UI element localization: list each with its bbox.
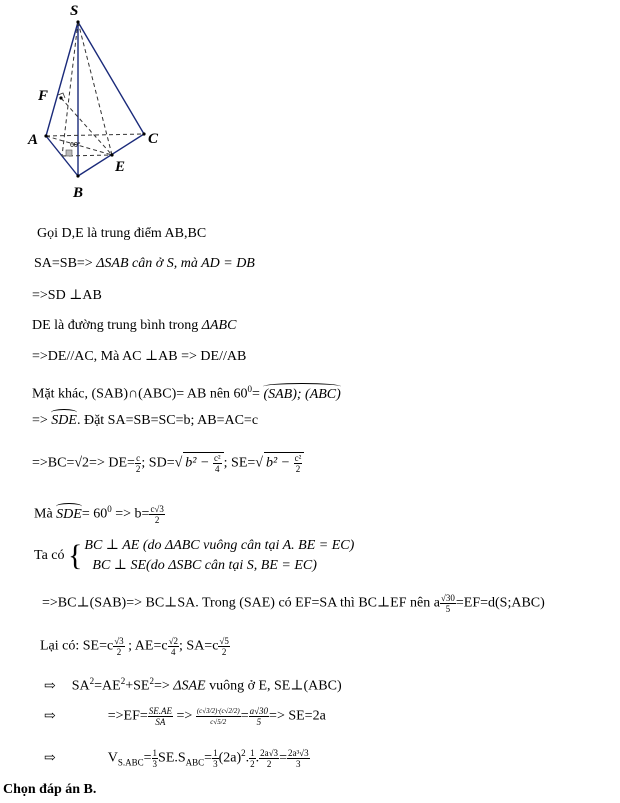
line-9 — [34, 500, 165, 525]
line-11-a: =>BC⊥(SAB)=> BC⊥SA. Trong (SAE) có EF=SA thì BC⊥EF nên a — [42, 595, 440, 611]
line-13-d: => — [153, 678, 174, 694]
line-15-c: SE.S — [158, 750, 186, 766]
line-13-a: SA — [71, 678, 90, 694]
line-14-d: => SE=2a — [269, 708, 326, 724]
line-14-a: =>EF= — [107, 708, 148, 724]
frac-a-sqrt30-5: $\frac{a√30}{5}$ — [249, 706, 269, 727]
line-9-sup: 0 — [107, 504, 112, 514]
line-8-b: ; SD= — [141, 455, 175, 471]
line-14-b: => — [173, 708, 196, 724]
line-15-h: = — [279, 750, 287, 766]
frac-ef: $\frac{SE.AE}{SA}$ — [148, 706, 173, 727]
sqrt-sd: b² − $\frac{\text{c²}}{4}$ — [183, 452, 223, 474]
arrow-icon-2: ⇨ — [44, 708, 56, 724]
label-e: E — [115, 159, 126, 175]
frac-1-2: $\frac{1}{2}$ — [250, 747, 255, 769]
system — [84, 536, 354, 576]
frac-2a-sqrt3-2: $\frac{2a√3}{2}$ — [260, 747, 279, 769]
line-13-e: ΔSAE — [173, 678, 206, 694]
line-11 — [42, 593, 545, 614]
sup-2-c: 2 — [149, 676, 154, 686]
line-15-a: V — [107, 750, 118, 766]
line-4-b: ΔABC — [201, 318, 237, 333]
line-13-f: vuông ở E, SE⊥(ABC) — [205, 678, 342, 694]
frac-ef-values: $\frac{(c√3/2)\cdot(c√2/2)}{c√5/2}$ — [196, 707, 240, 726]
label-b: B — [73, 185, 84, 201]
line-9-d: => b= — [111, 506, 150, 522]
frac-sa: $\frac{√5}{2}$ — [219, 636, 229, 657]
system-brace: { — [68, 539, 83, 572]
line-15-sub2: ABC — [185, 757, 205, 768]
pyramid-figure — [0, 0, 200, 205]
line-15 — [44, 744, 310, 771]
line-9-c: = 60 — [81, 506, 108, 522]
line-12 — [40, 636, 230, 657]
sup-2-b: 2 — [120, 676, 126, 686]
line-8-c: ; SE= — [223, 455, 256, 471]
sqrt-symbol-2: √ — [255, 455, 263, 471]
angle-between-planes: (SAB); (ABC) — [263, 386, 341, 402]
system-eq-2: BC ⊥ SE(do ΔSBC cân tại S, BE = EC) — [92, 558, 317, 573]
line-7-a: => — [32, 413, 52, 428]
frac-1-3-b: $\frac{1}{3}$ — [213, 747, 218, 769]
frac-sqrt30-5: $\frac{√30}{5}$ — [440, 593, 455, 614]
line-15-g: . — [255, 750, 260, 766]
line-13-c: +SE — [125, 678, 150, 694]
angle-label: 60° — [70, 142, 81, 149]
line-6 — [32, 380, 341, 404]
line-15-e: (2a) — [218, 750, 242, 766]
line-6-b: = — [252, 386, 264, 402]
line-13 — [44, 672, 342, 696]
line-12-b: ; AE=c — [124, 638, 168, 654]
label-s: S — [70, 3, 79, 19]
line-14-c: = — [240, 708, 249, 724]
line-8-a: =>BC=√2=> DE= — [32, 455, 135, 471]
line-6-a: Mặt khác, (SAB)∩(ABC)= AB nên 60 — [32, 386, 248, 402]
label-a: A — [28, 132, 39, 148]
line-4-a: DE là đường trung bình trong — [32, 318, 202, 333]
arrow-icon-3: ⇨ — [44, 750, 56, 766]
system-eq-1: BC ⊥ AE (do ΔABC vuông cân tại A. BE = EC) — [84, 538, 355, 553]
frac-c-sqrt3-2: $\frac{c√3}{2}$ — [150, 503, 164, 525]
angle-sde-2: SDE — [56, 506, 82, 522]
line-15-d: = — [204, 750, 213, 766]
frac-c-2: $\frac{c}{2}$ — [135, 453, 141, 474]
sqrt-se: b² − $\frac{\text{c²}}{2}$ — [264, 452, 304, 474]
line-10 — [34, 536, 354, 576]
line-2-a: SA=SB=> — [34, 256, 97, 271]
frac-1-3-a: $\frac{1}{3}$ — [152, 747, 158, 769]
sup-2-a: 2 — [89, 676, 95, 686]
line-6-sup: 0 — [247, 384, 253, 394]
angle-sde: SDE — [51, 413, 77, 428]
line-11-b: =EF=d(S;ABC) — [455, 595, 545, 611]
line-3: =>SD ⊥AB — [32, 288, 102, 303]
label-f: F — [38, 88, 49, 104]
line-2 — [34, 255, 255, 273]
line-13-b: =AE — [94, 678, 121, 694]
line-12-c: ; SA=c — [179, 638, 219, 654]
line-7 — [32, 412, 258, 430]
label-c: C — [148, 131, 159, 147]
line-7-c: . Đặt SA=SB=SC=b; AB=AC=c — [76, 413, 259, 428]
frac-ae: $\frac{√2}{4}$ — [168, 636, 179, 657]
frac-se: $\frac{√3}{2}$ — [114, 636, 124, 657]
line-5: =>DE//AC, Mà AC ⊥AB => DE//AB — [32, 349, 247, 364]
line-9-a: Mà — [34, 506, 57, 522]
sup-2-d: 2 — [241, 748, 246, 758]
sqrt-symbol: √ — [174, 455, 183, 471]
frac-result: $\frac{\text{2a³√3}}{3}$ — [287, 747, 309, 769]
arrow-icon: ⇨ — [44, 678, 56, 694]
line-15-b: = — [143, 750, 152, 766]
line-15-f: . — [245, 750, 250, 766]
line-14 — [44, 706, 326, 727]
line-8 — [32, 452, 304, 474]
final-answer: Chọn đáp án B. — [3, 782, 97, 797]
line-2-b: ΔSAB cân ở S, mà AD = DB — [96, 256, 255, 271]
line-1: Gọi D,E là trung điểm AB,BC — [37, 226, 207, 241]
line-12-a: Lại có: SE=c — [40, 638, 114, 654]
line-4 — [32, 317, 236, 335]
line-10-a: Ta có — [34, 548, 69, 564]
line-15-sub: S.ABC — [117, 757, 144, 768]
